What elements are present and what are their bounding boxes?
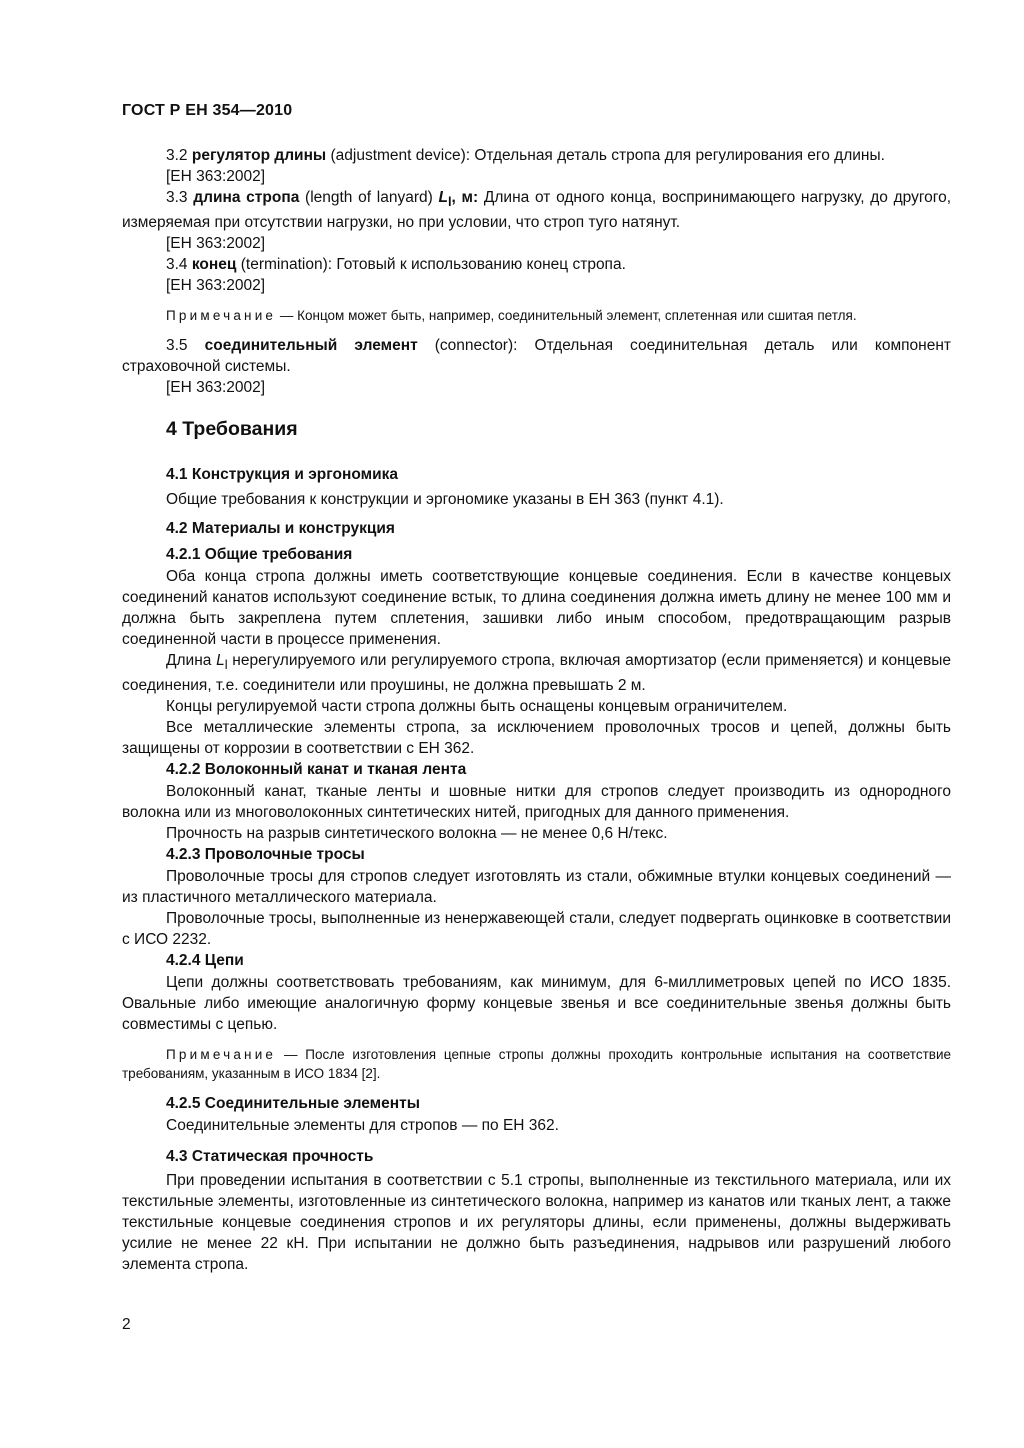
- subsubsection-title: 4.2.4 Цепи: [166, 952, 244, 970]
- definition-symbol: L: [438, 189, 448, 206]
- definition-number: 3.4: [166, 256, 188, 274]
- paragraph: Прочность на разрыв синтетического волокна — не менее 0,6 Н/текс.: [166, 825, 668, 843]
- definition-3-4: [122, 254, 951, 275]
- definition-number: 3.3: [166, 189, 188, 206]
- subsection-title: 4.1 Конструкция и эргономика: [166, 466, 398, 484]
- length-symbol: L: [216, 652, 225, 670]
- definition-term: длина стропа: [193, 189, 300, 206]
- subsubsection-title: 4.2.3 Проволочные тросы: [166, 846, 365, 864]
- page-number: 2: [122, 1316, 131, 1333]
- definition-text: (termination): Готовый к использованию конец стропа.: [236, 256, 626, 274]
- definition-text: (connector): Отдельная соединительная деталь или компонент страховочной системы.: [122, 337, 951, 376]
- definition-reference: [ЕН 363:2002]: [166, 235, 266, 253]
- definition-unit: , м:: [451, 189, 479, 206]
- definition-symbol-sub: l: [447, 194, 452, 210]
- definition-reference: [ЕН 363:2002]: [166, 277, 266, 295]
- length-symbol-sub: l: [224, 657, 228, 673]
- subsection-title: 4.3 Статическая прочность: [166, 1148, 374, 1166]
- paragraph: Волоконный канат, тканые ленты и шовные нитки для стропов следует производить из однородного волокна или из многоволоконных синтетических нитей, пригодных для данного применения.: [122, 783, 951, 822]
- definition-term: конец: [191, 256, 237, 274]
- note-text: — После изготовления цепные стропы должны проходить контрольные испытания на соответствие требованиям, указанным в ИСО 1834 [2].: [122, 1047, 951, 1082]
- paragraph-length: [122, 650, 951, 696]
- definition-number: 3.5: [166, 337, 188, 355]
- paragraph: Проволочные тросы, выполненные из ненержавеющей стали, следует подвергать оцинковке в соответствии с ИСО 2232.: [122, 910, 951, 949]
- paragraph: Все металлические элементы стропа, за исключением проволочных тросов и цепей, должны быть защищены от коррозии в соответствии с ЕН 362.: [122, 719, 951, 758]
- definition-text: (adjustment device): Отдельная деталь стропа для регулирования его длины.: [326, 147, 885, 164]
- definition-reference: [ЕН 363:2002]: [166, 168, 266, 185]
- subsubsection-title: 4.2.2 Волоконный канат и тканая лента: [166, 761, 467, 779]
- document-header: ГОСТ Р ЕН 354—2010: [122, 102, 293, 119]
- paragraph: Общие требования к конструкции и эргономике указаны в ЕН 363 (пункт 4.1).: [166, 491, 724, 509]
- paragraph-text: Длина: [166, 652, 217, 670]
- note-2: [122, 1045, 951, 1083]
- definition-number: 3.2: [166, 147, 188, 164]
- note-label: Примечание: [166, 1047, 277, 1063]
- spacer: [122, 296, 951, 302]
- definition-3-3: [122, 187, 951, 233]
- definition-reference: [ЕН 363:2002]: [166, 379, 266, 397]
- subsection-title: 4.2 Материалы и конструкция: [166, 520, 395, 538]
- definition-term: соединительный элемент: [204, 337, 418, 355]
- document-body: [122, 145, 951, 1275]
- note-label: Примечание: [166, 308, 277, 324]
- definition-text: Длина от одного конца, воспринимающего нагрузку, до другого, измеряемая при отсутствии нагрузки, но при условии, что строп туго натянут.: [122, 189, 952, 232]
- subsubsection-title: 4.2.5 Соединительные элементы: [166, 1095, 420, 1113]
- paragraph: Соединительные элементы для стропов — по ЕН 362.: [166, 1117, 559, 1135]
- definition-3-5: [122, 335, 951, 377]
- paragraph: Оба конца стропа должны иметь соответствующие концевые соединения. Если в качестве концевых соединений канатов используют соединение встык, то длина соединения должна иметь длину не менее 100 мм и должна быть закреплена путем сплетения, зашивки либо иным способом, предотвращающим разрыв соединенной части в процессе применения.: [122, 568, 951, 649]
- paragraph-text: нерегулируемого или регулируемого стропа, включая амортизатор (если применяется) и концевые соединения, т.е. соединители или проушины, не должна превышать 2 м.: [122, 652, 951, 695]
- subsubsection-title: 4.2.1 Общие требования: [166, 546, 353, 564]
- note-text: — Концом может быть, например, соединительный элемент, сплетенная или сшитая петля.: [276, 308, 857, 324]
- note-1: [122, 306, 951, 325]
- paragraph: При проведении испытания в соответствии с 5.1 стропы, выполненные из текстильного материала, или их текстильные элементы, изготовленные из синтетического волокна, например из канатов или тканых лент, а также текстильные концевые соединения стропов и их регуляторы длины, если применены, должны выдерживать усилие не менее 22 кН. При испытании не должно быть разъединения, надрывов или разрушений любого элемента стропа.: [122, 1172, 951, 1274]
- definition-3-2: [122, 145, 951, 166]
- definition-english: (length of lanyard): [299, 189, 439, 206]
- paragraph: Концы регулируемой части стропа должны быть оснащены концевым ограничителем.: [166, 698, 788, 716]
- spacer: [122, 1035, 951, 1041]
- paragraph: Цепи должны соответствовать требованиям, как минимум, для 6-миллиметровых цепей по ИСО 1835. Овальные либо имеющие аналогичную форму концевые звенья и все соединительные звенья должны быть совместимы с цепью.: [122, 974, 951, 1034]
- paragraph: Проволочные тросы для стропов следует изготовлять из стали, обжимные втулки концевых соединений — из пластичного металлического материала.: [122, 868, 951, 907]
- definition-term: регулятор длины: [191, 147, 327, 164]
- section-title: 4 Требования: [166, 418, 298, 441]
